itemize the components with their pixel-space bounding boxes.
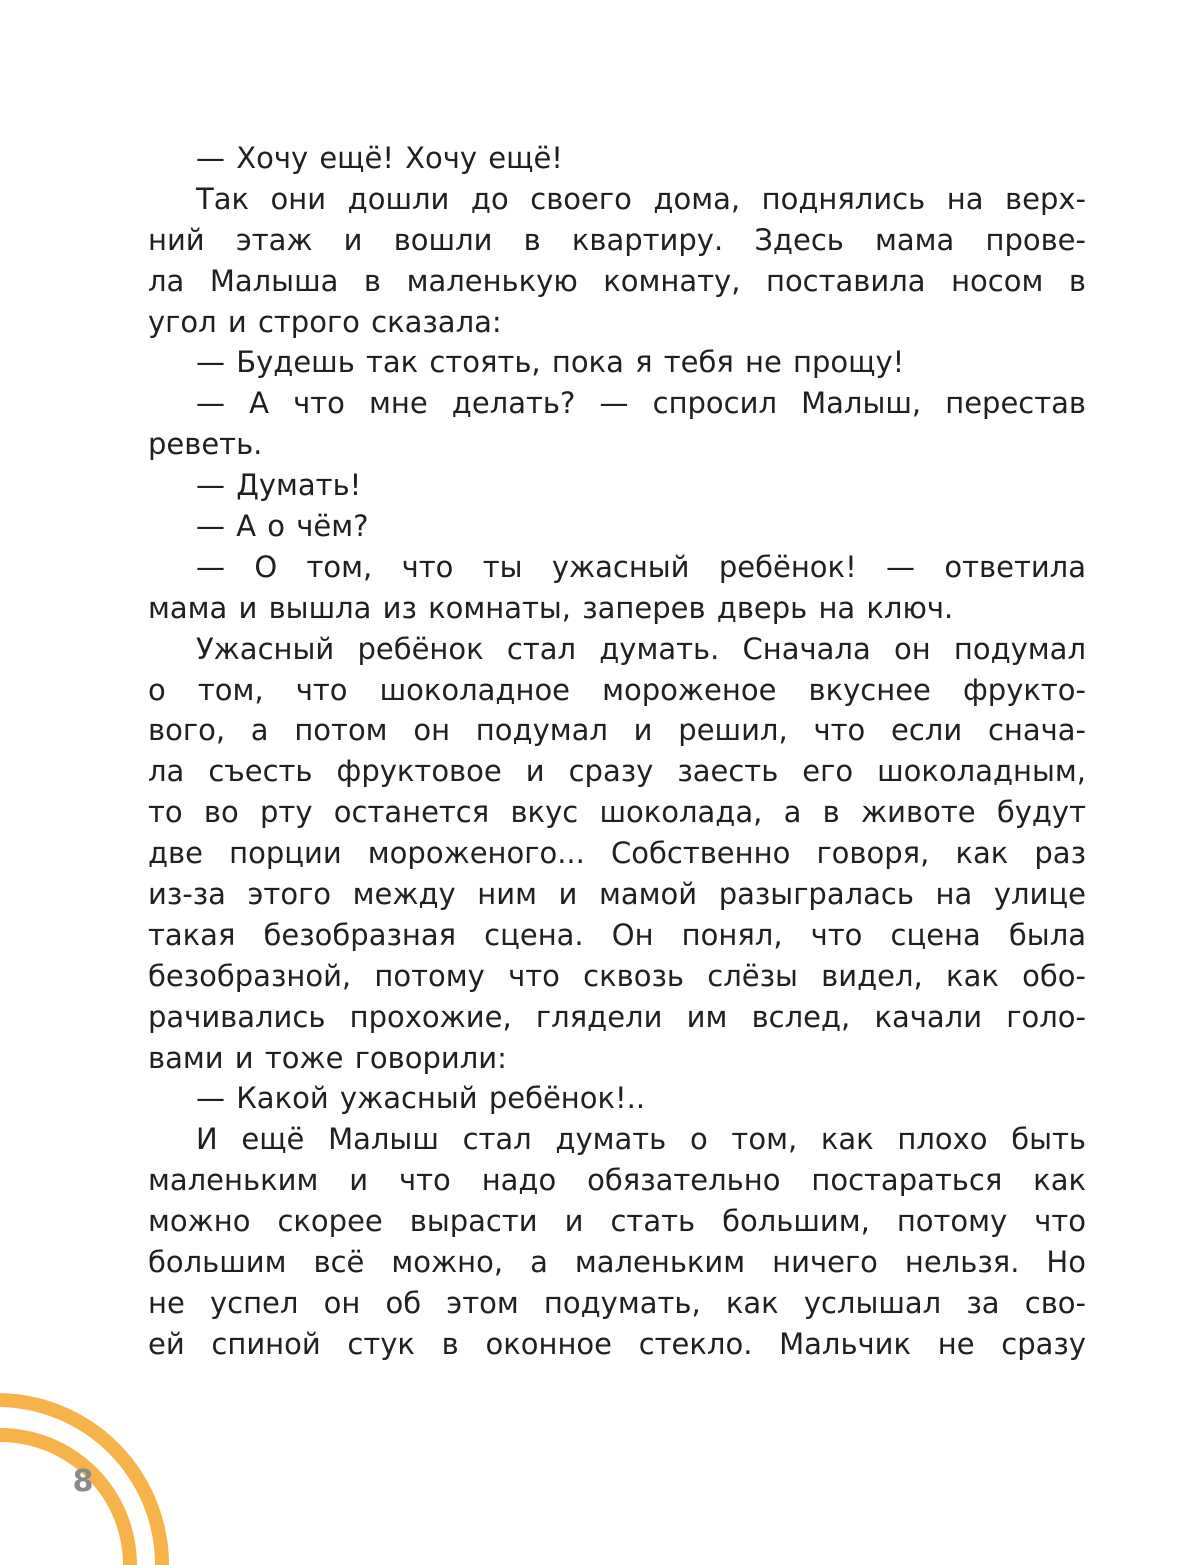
text-line: И ещё Малыш стал думать о том, как плохо быть [196,1122,1086,1157]
book-text [148,138,1086,1365]
text-line: вого, а потом он подумал и решил, что если снача- [148,713,1086,748]
text-line: реветь. [148,427,263,462]
text-line: мама и вышла из комнаты, заперев дверь на ключ. [148,590,954,625]
text-line: ла Малыша в маленькую комнату, поставила носом в [148,263,1086,298]
text-line: — А что мне делать? — спросил Малыш, перестав [196,386,1086,421]
text-line: Так они дошли до своего дома, поднялись на верх- [196,181,1086,216]
text-line: маленьким и что надо обязательно постараться как [148,1163,1086,1198]
text-line: — Какой ужасный ребёнок!.. [196,1081,646,1116]
text-line: о том, что шоколадное мороженое вкуснее фрукто- [148,672,1086,707]
page-number: 8 [72,1464,94,1499]
text-line: — А о чём? [196,509,369,544]
text-line: безобразной, потому что сквозь слёзы видел, как обо- [148,958,1086,993]
text-line: — Хочу ещё! Хочу ещё! [196,141,563,175]
text-line: ний этаж и вошли в квартиру. Здесь мама прове- [148,222,1086,257]
text-line: угол и строго сказала: [148,304,502,339]
text-line: вами и тоже говорили: [148,1040,507,1075]
text-line: такая безобразная сцена. Он понял, что сцена была [148,917,1086,952]
text-line: — Думать! [196,468,362,503]
text-line: не успел он об этом подумать, как услышал за сво- [148,1285,1086,1320]
text-line: — О том, что ты ужасный ребёнок! — ответила [196,549,1086,584]
text-line: из-за этого между ним и мамой разыгралась на улице [148,877,1086,912]
text-line: большим всё можно, а маленьким ничего нельзя. Но [148,1245,1086,1280]
text-line: Ужасный ребёнок стал думать. Сначала он подумал [196,631,1086,666]
text-line: то во рту останется вкус шоколада, а в животе будут [148,795,1086,830]
text-line: рачивались прохожие, глядели им вслед, качали голо- [148,999,1086,1034]
text-line: ей спиной стук в оконное стекло. Мальчик не сразу [148,1326,1086,1361]
text-line: две порции мороженого... Собственно говоря, как раз [148,836,1086,871]
text-line: — Будешь так стоять, пока я тебя не прощу! [196,345,905,380]
text-line: ла съесть фруктовое и сразу заесть его шоколадным, [148,754,1086,789]
text-line: можно скорее вырасти и стать большим, потому что [148,1204,1086,1239]
